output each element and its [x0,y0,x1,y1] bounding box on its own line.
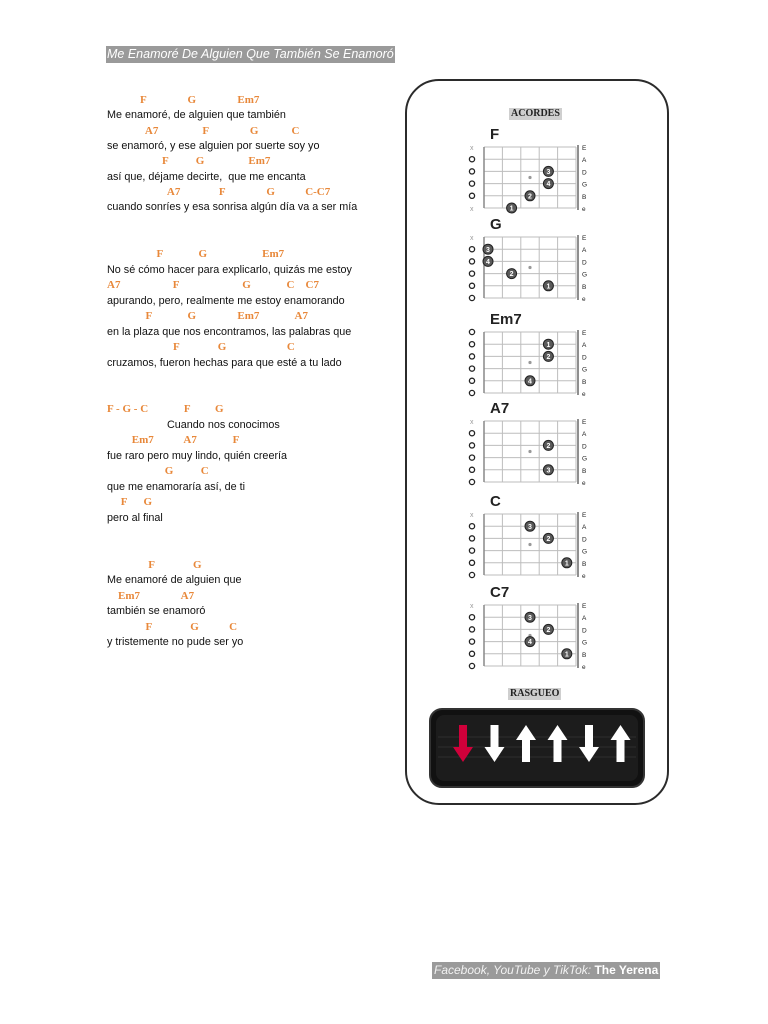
open-string-marker [469,536,474,541]
string-name: B [582,467,587,475]
open-string-marker [469,271,474,276]
string-name: A [582,524,587,532]
finger-number: 3 [486,246,490,254]
string-name: A [582,431,587,439]
chord-name: Em7 [490,311,522,328]
chord-line: F G Em7 [107,248,285,260]
string-name: E [582,235,587,242]
chord-diagram-c7 [464,583,594,675]
string-name: G [582,366,588,374]
chord-line: A7 F G C [107,125,300,137]
open-string-marker [469,366,474,371]
strum-pattern [428,707,646,789]
chord-line: F - G - C F G [107,403,224,415]
lyric-line: se enamoró, y ese alguien por suerte soy yo [107,140,320,152]
fret-inlay [528,266,531,269]
fret-inlay [528,543,531,546]
lyric-line: Cuando nos conocimos [107,419,280,431]
string-name: A [582,615,587,623]
string-name: B [582,283,587,291]
lyric-line: también se enamoró [107,605,206,617]
finger-number: 3 [546,169,551,176]
string-name: A [582,247,587,255]
open-string-marker [469,627,474,632]
lyric-line: cruzamos, fueron hechas para que esté a tu lado [107,357,342,369]
open-string-marker [469,378,474,383]
chord-name: F [490,126,500,143]
open-string-marker [469,443,474,448]
chord-line: F G [107,496,153,508]
string-name: G [582,181,588,189]
open-string-marker [469,354,474,359]
finger-number: 1 [546,341,551,349]
finger-number: 4 [528,378,532,386]
chord-line: F G [107,559,202,571]
chord-name: C7 [490,584,510,601]
open-string-marker [469,651,474,656]
open-string-marker [469,169,474,174]
chord-line: A7 F G C-C7 [107,186,331,198]
string-name: G [582,548,588,556]
chord-diagram-a7 [464,399,594,491]
open-string-marker [469,157,474,162]
muted-string-marker: x [470,206,474,213]
string-name: G [582,639,588,647]
finger-number: 2 [509,271,514,279]
fret-inlay [528,176,531,179]
open-string-marker [469,572,474,577]
lyric-line: pero al final [107,512,163,524]
muted-string-marker: x [470,419,474,426]
open-string-marker [469,181,474,186]
string-name: E [582,330,587,337]
string-name: B [582,651,587,659]
chord-name: C [490,493,501,510]
muted-string-marker: x [470,512,474,519]
string-name: D [582,536,587,544]
fret-inlay [528,450,531,453]
finger-number: 4 [546,181,551,189]
fret-inlay [528,361,531,364]
open-string-marker [469,390,474,395]
open-string-marker [469,479,474,484]
string-name: D [582,627,587,635]
open-string-marker [469,329,474,334]
chord-line: F G C [107,621,238,633]
finger-number: 4 [486,259,490,266]
finger-number: 2 [546,536,551,543]
open-string-marker [469,639,474,644]
footer-credits [432,962,660,979]
muted-string-marker: x [470,603,474,610]
string-name: E [582,512,587,519]
lyric-line: en la plaza que nos encontramos, las palabras que [107,326,352,338]
string-name: E [582,145,587,152]
string-name: D [582,169,587,177]
string-name: B [582,193,587,201]
finger-number: 2 [546,443,551,450]
muted-string-marker: x [470,235,474,242]
open-string-marker [469,431,474,436]
finger-number: 1 [564,560,569,568]
lyric-line: apurando, pero, realmente me estoy enamorando [107,295,345,307]
lyric-line: fue raro pero muy lindo, quién creería [107,450,288,462]
chord-name: A7 [490,400,510,417]
lyric-line: cuando sonríes y esa sonrisa algún día va a ser mía [107,201,358,213]
lyric-line: Me enamoré de alguien que [107,574,242,586]
open-string-marker [469,467,474,472]
chord-line: F G Em7 [107,155,271,167]
finger-number: 3 [528,523,532,531]
footer-author: The Yerena [594,963,659,977]
string-name: D [582,354,587,362]
string-name: e [582,664,586,671]
chord-diagram-c [464,492,594,584]
chord-line: G C [107,465,209,477]
string-name: G [582,271,588,279]
chord-panel [405,79,669,805]
chord-line: F G C [107,341,295,353]
string-name: A [582,342,587,350]
open-string-marker [469,259,474,264]
chord-diagram-g [464,215,594,307]
chord-line: Em7 A7 [107,590,195,602]
muted-string-marker: x [470,145,474,152]
string-name: D [582,259,587,267]
lyric-line: Me enamoré, de alguien que también [107,109,286,121]
chord-line: Em7 A7 F [107,434,240,446]
finger-number: 1 [546,283,551,291]
string-name: B [582,560,587,568]
open-string-marker [469,295,474,300]
finger-number: 4 [528,639,532,647]
lyric-line: y tristemente no pude ser yo [107,636,244,648]
footer-prefix: Facebook, YouTube y TikTok: [434,963,595,977]
finger-number: 2 [528,193,532,201]
string-name: G [582,455,588,463]
string-name: E [582,419,587,426]
open-string-marker [469,342,474,347]
strum-section-label: RASGUEO [510,688,560,699]
chord-diagram-f [464,125,594,217]
string-name: e [582,573,586,580]
string-name: B [582,378,587,386]
open-string-marker [469,283,474,288]
chord-line: F G Em7 [107,94,260,106]
string-name: e [582,480,586,487]
finger-number: 2 [546,354,551,361]
chord-name: G [490,216,502,233]
chord-diagram-em7 [464,310,594,402]
song-title: Me Enamoré De Alguien Que También Se Enamoró [107,47,394,61]
finger-number: 1 [564,651,569,659]
finger-number: 1 [509,205,514,213]
finger-number: 2 [546,627,551,634]
open-string-marker [469,455,474,460]
finger-number: 3 [546,467,551,475]
open-string-marker [469,615,474,620]
open-string-marker [469,524,474,529]
string-name: E [582,603,587,610]
chord-line: A7 F G C C7 [107,279,319,291]
chords-section-label: ACORDES [511,108,560,119]
lyric-line: que me enamoraría así, de ti [107,481,246,493]
open-string-marker [469,560,474,565]
finger-number: 3 [528,614,532,622]
lyric-line: No sé cómo hacer para explicarlo, quizás me estoy [107,264,352,276]
string-name: e [582,391,586,398]
chord-line: F G Em7 A7 [107,310,308,322]
open-string-marker [469,548,474,553]
open-string-marker [469,663,474,668]
string-name: e [582,296,586,303]
string-name: D [582,443,587,451]
string-name: e [582,206,586,213]
string-name: A [582,157,587,165]
lyric-line: así que, déjame decirte, que me encanta [107,171,306,183]
open-string-marker [469,193,474,198]
open-string-marker [469,247,474,252]
